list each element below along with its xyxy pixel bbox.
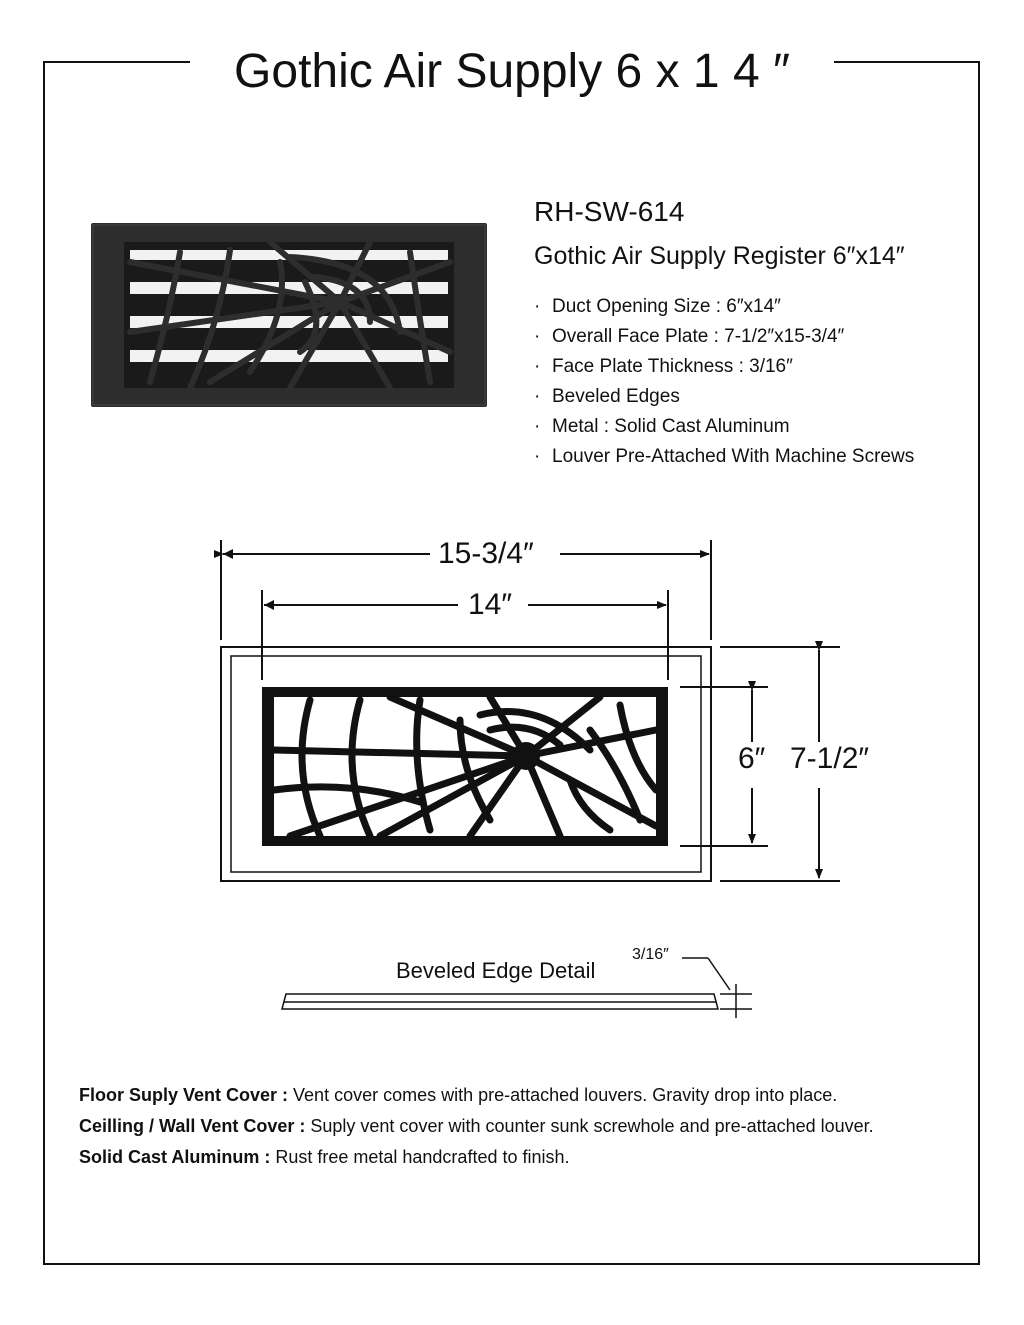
note-text: Vent cover comes with pre-attached louvers. Gravity drop into place. <box>288 1085 838 1105</box>
dimension-diagram <box>200 530 900 910</box>
spec-item: · Face Plate Thickness : 3/16″ <box>534 352 914 382</box>
bullet-icon: · <box>534 356 541 377</box>
bullet-icon: · <box>534 296 541 317</box>
notes-section <box>79 1080 959 1173</box>
note-label: Ceilling / Wall Vent Cover : <box>79 1116 306 1136</box>
bevel-detail-label: Beveled Edge Detail <box>396 958 596 983</box>
product-sku: RH-SW-614 <box>534 196 685 227</box>
note-label: Floor Suply Vent Cover : <box>79 1085 289 1105</box>
page-title: Gothic Air Supply 6 x 1 4 ″ <box>234 45 790 98</box>
overall-height-label: 7-1/2″ <box>784 742 875 776</box>
product-name: Gothic Air Supply Register 6″x14″ <box>534 242 905 270</box>
spec-item: · Louver Pre-Attached With Machine Screws <box>534 442 914 472</box>
spec-item: · Duct Opening Size : 6″x14″ <box>534 292 914 322</box>
note-item <box>79 1142 959 1173</box>
note-label: Solid Cast Aluminum : <box>79 1147 271 1167</box>
note-text: Suply vent cover with counter sunk screwhole and pre-attached louver. <box>305 1116 874 1136</box>
opening-height-label: 6″ <box>732 742 771 776</box>
note-text: Rust free metal handcrafted to finish. <box>270 1147 570 1167</box>
spec-item: · Metal : Solid Cast Aluminum <box>534 412 914 442</box>
bullet-icon: · <box>534 386 541 407</box>
thickness-label: 3/16″ <box>632 946 669 963</box>
overall-width-label: 15-3/4″ <box>432 537 540 571</box>
bullet-icon: · <box>534 326 541 347</box>
note-item <box>79 1111 959 1142</box>
spec-item: · Beveled Edges <box>534 382 914 412</box>
spec-item: · Overall Face Plate : 7-1/2″x15-3/4″ <box>534 322 914 352</box>
bullet-icon: · <box>534 416 541 437</box>
note-item <box>79 1080 959 1111</box>
product-photo <box>90 222 488 408</box>
bullet-icon: · <box>534 446 541 467</box>
opening-width-label: 14″ <box>462 588 518 622</box>
spec-list <box>534 292 914 472</box>
